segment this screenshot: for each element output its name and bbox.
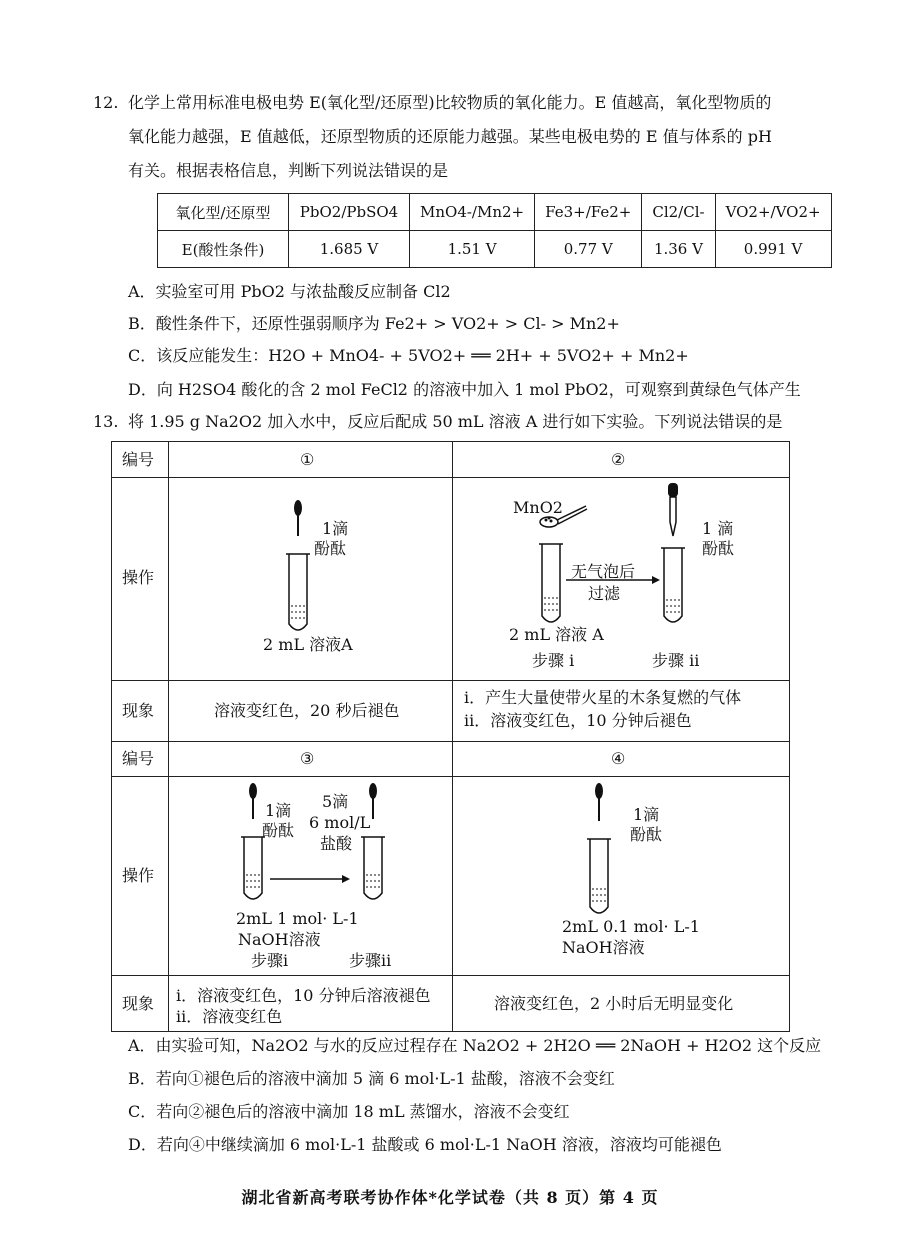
value-cell: 0.991 V [715,231,831,268]
table-header-pair: 氧化型/还原型 [158,194,289,231]
label-operation: 操作 [122,866,155,885]
exp3-step1: 步骤i [251,951,289,970]
exp3-acid: 盐酸 [320,834,353,853]
exp2-step2: 步骤 ii [652,651,700,670]
exp1-phenomenon: 溶液变红色，20 秒后褪色 [214,701,400,720]
test-tube-icon [361,837,385,899]
exp3-drop2: 5滴 [322,792,349,811]
exp4-solution-line1: 2mL 0.1 mol· L-1 [562,917,700,936]
test-tube-icon [539,544,563,622]
q13-number: 13. [93,412,119,431]
exp3-drop: 1滴 [265,801,292,820]
exp1-id: ① [300,450,315,469]
exp4-reagent: 酚酞 [630,825,663,844]
value-cell: 1.36 V [642,231,715,268]
pair-cell: Cl2/Cl- [642,194,715,231]
exp1-reagent: 酚酞 [314,539,347,558]
exp2-phen2: ii．溶液变红色，10 分钟后褪色 [464,711,692,730]
test-tube-icon [286,554,310,630]
test-tube-icon [587,839,611,913]
q12-number: 12. [93,93,119,112]
exp3-phen2: ii．溶液变红色 [176,1007,283,1026]
exp2-drop: 1 滴 [702,519,734,538]
exp1-drop: 1滴 [322,519,349,538]
exp4-phenomenon: 溶液变红色，2 小时后无明显变化 [494,994,734,1013]
value-cell: 0.77 V [535,231,642,268]
q12-stem-line1: 化学上常用标准电极电势 E(氧化型/还原型)比较物质的氧化能力。E 值越高，氧化型物质的 [128,93,772,112]
pair-cell: MnO4-/Mn2+ [410,194,535,231]
exp2-id: ② [611,450,626,469]
exp4-solution-line2: NaOH溶液 [562,938,645,957]
exp3-phen1: i．溶液变红色，10 分钟后溶液褪色 [176,986,431,1005]
pair-cell: VO2+/VO2+ [715,194,831,231]
exp2-step1: 步骤 i [532,651,575,670]
value-cell: 1.51 V [410,231,535,268]
dropper-icon [249,783,257,819]
arrow-icon [270,875,350,883]
dropper-icon [595,783,603,821]
test-tube-icon [241,837,265,899]
table-header-potential: E(酸性条件) [158,231,289,268]
q13-stem: 将 1.95 g Na2O2 加入水中，反应后配成 50 mL 溶液 A 进行如下实验。下列说法错误的是 [128,412,783,431]
divider [111,680,790,681]
exp1-solution: 2 mL 溶液A [263,635,353,654]
q12-option-c: C．该反应能发生：H2O + MnO4- + 5VO2+ ══ 2H+ + 5VO2+ + Mn2+ [128,346,689,365]
pair-cell: Fe3+/Fe2+ [535,194,642,231]
q12-stem-line2: 氧化能力越强，E 值越低，还原型物质的还原能力越强。某些电极电势的 E 值与体系的 pH [128,127,772,146]
q13-option-d: D．若向④中继续滴加 6 mol·L-1 盐酸或 6 mol·L-1 NaOH 溶液，溶液均可能褪色 [128,1135,722,1154]
divider [111,741,790,742]
q12-stem-line3: 有关。根据表格信息，判断下列说法错误的是 [128,161,449,180]
divider [168,441,169,1032]
exp3-conc: 6 mol/L [309,813,371,832]
exp3-reagent: 酚酞 [262,821,295,840]
exp4-drop: 1滴 [633,805,660,824]
test-tube-icon [661,548,685,622]
page-footer: 湖北省新高考联考协作体*化学试卷（共 8 页）第 4 页 [241,1188,659,1207]
exp2-solution: 2 mL 溶液 A [509,625,604,644]
label-phenomenon: 现象 [122,994,155,1013]
exp3-step2: 步骤ii [349,951,392,970]
q12-potential-table [157,193,832,268]
exp3-solution-line2: NaOH溶液 [238,930,321,949]
q12-option-a: A．实验室可用 PbO2 与浓盐酸反应制备 Cl2 [128,282,451,301]
label-number: 编号 [122,749,155,768]
pair-cell: PbO2/PbSO4 [289,194,410,231]
exp2-reagent: 酚酞 [702,539,735,558]
exp2-mno2: MnO2 [513,498,563,517]
label-number: 编号 [122,450,155,469]
exp2-arrow-top: 无气泡后 [571,562,636,581]
dropper-icon [294,500,302,536]
exp4-id: ④ [611,749,626,768]
dropper-icon [668,483,678,536]
exp2-phen1: i．产生大量使带火星的木条复燃的气体 [464,688,742,707]
divider [111,975,790,976]
label-phenomenon: 现象 [122,701,155,720]
exp2-arrow-bottom: 过滤 [588,584,621,603]
q12-option-d: D．向 H2SO4 酸化的含 2 mol FeCl2 的溶液中加入 1 mol PbO2，可观察到黄绿色气体产生 [128,380,801,399]
label-operation: 操作 [122,568,155,587]
q13-option-a: A．由实验可知，Na2O2 与水的反应过程存在 Na2O2 + 2H2O ══ 2NaOH + H2O2 这个反应 [128,1036,822,1055]
q12-option-b: B．酸性条件下，还原性强弱顺序为 Fe2+ > VO2+ > Cl- > Mn2+ [128,314,620,333]
q13-option-b: B．若向①褪色后的溶液中滴加 5 滴 6 mol·L-1 盐酸，溶液不会变红 [128,1069,615,1088]
divider [452,441,453,1032]
exp3-id: ③ [300,749,315,768]
exp3-solution-line1: 2mL 1 mol· L-1 [236,909,359,928]
q13-option-c: C．若向②褪色后的溶液中滴加 18 mL 蒸馏水，溶液不会变红 [128,1102,570,1121]
value-cell: 1.685 V [289,231,410,268]
